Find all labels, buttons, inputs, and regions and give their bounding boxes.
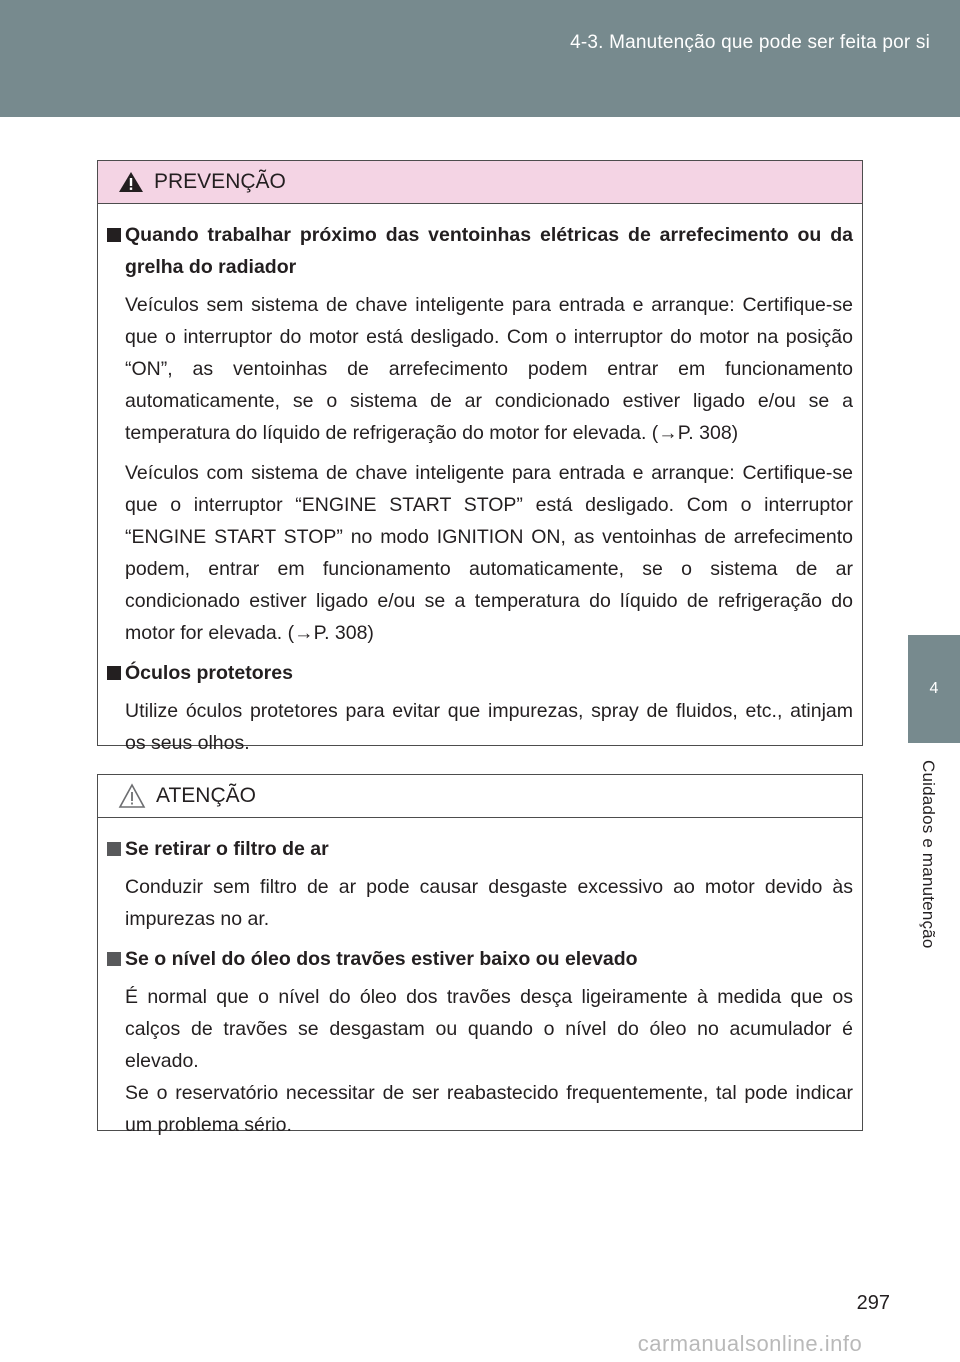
item-title xyxy=(107,943,853,975)
item-title-text: Se o nível do óleo dos travões estiver baixo ou elevado xyxy=(125,948,638,970)
item-title-text: Óculos protetores xyxy=(125,662,293,684)
header-band xyxy=(0,0,960,117)
item-title-text: Se retirar o filtro de ar xyxy=(125,838,329,860)
chapter-number-tab: 4 xyxy=(908,635,960,743)
page-number: 297 xyxy=(856,1292,890,1314)
chapter-label: Cuidados e manutenção xyxy=(919,760,938,949)
warning-triangle-filled-icon xyxy=(118,171,144,193)
caution-box-body xyxy=(98,818,862,1141)
caution-triangle-outline-icon xyxy=(118,783,146,809)
item-title xyxy=(107,219,853,283)
square-bullet-icon xyxy=(107,952,121,966)
paragraph: Veículos sem sistema de chave inteligente para entrada e arranque: Certifique-se que o interruptor do motor está desligado. Com o interruptor do motor na posição “ON”, as ventoinhas de arrefecimento podem entrar em funcionamento automaticamente, se o sistema de ar condicionado estiver ligado e/ou se a temperatura do líquido de refrigeração do motor for elevada. (→P. 308) xyxy=(125,294,853,444)
section-title: 4-3. Manutenção que pode ser feita por si xyxy=(570,32,930,53)
warning-box-title: PREVENÇÃO xyxy=(154,170,286,193)
paragraph: É normal que o nível do óleo dos travões desça ligeiramente à medida que os calços de travões se desgastam ou quando o nível do óleo no acumulador é elevado. xyxy=(125,986,853,1072)
paragraph: Se o reservatório necessitar de ser reabastecido frequentemente, tal pode indicar um problema sério. xyxy=(125,1082,853,1136)
item-title-text: Quando trabalhar próximo das ventoinhas elétricas de arrefecimento ou da grelha do radiador xyxy=(125,224,853,278)
item-title xyxy=(107,657,853,689)
paragraph: Utilize óculos protetores para evitar que impurezas, spray de fluidos, etc., atinjam os seus olhos. xyxy=(125,700,853,754)
warning-box-header xyxy=(98,161,862,204)
item-title xyxy=(107,833,853,865)
square-bullet-icon xyxy=(107,666,121,680)
paragraph: Conduzir sem filtro de ar pode causar desgaste excessivo ao motor devido às impurezas no ar. xyxy=(125,876,853,930)
square-bullet-icon xyxy=(107,842,121,856)
watermark: carmanualsonline.info xyxy=(637,1331,863,1356)
warning-box xyxy=(97,160,863,754)
caution-box-header xyxy=(98,775,862,818)
paragraph: Veículos com sistema de chave inteligente para entrada e arranque: Certifique-se que o interruptor “ENGINE START STOP” está desligado. Com o interruptor “ENGINE START STOP” no modo IGNITION ON, as ventoinhas de arrefecimento podem, entrar em funcionamento automaticamente, se o sistema de ar condicionado estiver ligado e/ou se a temperatura do líquido de refrigeração do motor for elevada. (→P. 308) xyxy=(125,462,853,644)
caution-box-title: ATENÇÃO xyxy=(156,784,256,807)
caution-box xyxy=(97,774,863,1136)
warning-box-body xyxy=(98,204,862,759)
square-bullet-icon xyxy=(107,228,121,242)
